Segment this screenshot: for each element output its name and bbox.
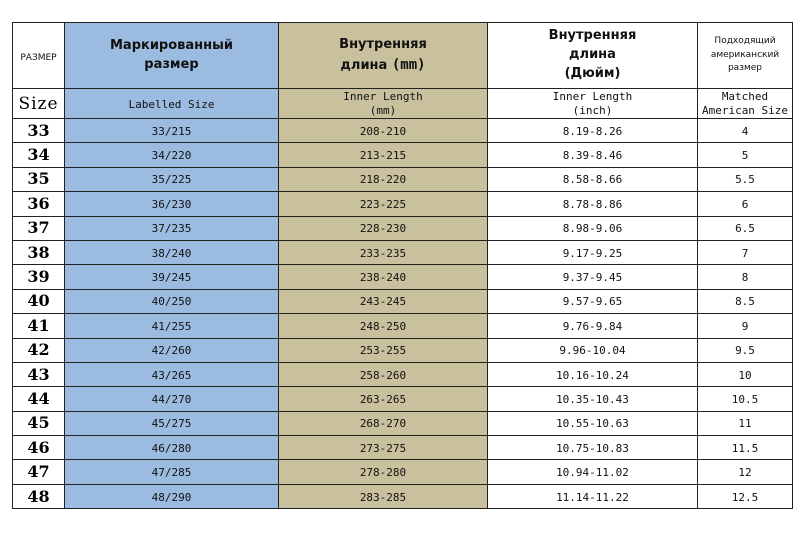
labelled-size-cell-text: 38/240	[151, 246, 192, 260]
table-row	[13, 411, 793, 435]
labelled-size-cell	[65, 289, 279, 313]
header-labelled-en	[65, 89, 279, 119]
labelled-size-cell-text: 36/230	[151, 197, 192, 211]
us-size-cell-text: 12.5	[731, 490, 759, 504]
labelled-size-cell	[65, 338, 279, 362]
inner-length-mm-cell-text: 253-255	[359, 344, 407, 358]
table-row	[13, 216, 793, 240]
size-cell-text: 39	[27, 267, 50, 287]
size-cell	[13, 265, 65, 289]
us-size-cell	[698, 240, 793, 264]
header-inner-inch-ru-line2: длина	[569, 47, 616, 63]
inner-length-inch-cell	[488, 411, 698, 435]
inner-length-inch-cell	[488, 460, 698, 484]
inner-length-inch-cell	[488, 143, 698, 167]
header-matched-ru-line1: Подходящий	[714, 36, 776, 47]
labelled-size-cell-text: 44/270	[151, 392, 192, 406]
size-cell	[13, 436, 65, 460]
size-cell-text: 34	[27, 145, 50, 165]
table-row	[13, 314, 793, 338]
inner-length-inch-cell	[488, 265, 698, 289]
inner-length-mm-cell	[279, 387, 488, 411]
size-cell-text: 48	[27, 486, 50, 506]
inner-length-inch-cell-text: 8.58-8.66	[562, 173, 623, 187]
inner-length-inch-cell-text: 8.98-9.06	[562, 222, 623, 236]
inner-length-mm-cell	[279, 411, 488, 435]
inner-length-inch-cell	[488, 484, 698, 508]
header-size-ru	[13, 23, 65, 89]
inner-length-inch-cell	[488, 119, 698, 143]
inner-length-mm-cell-text: 238-240	[359, 271, 407, 285]
table-row	[13, 387, 793, 411]
us-size-cell	[698, 338, 793, 362]
header-inner-mm-ru-line1: Внутренняя	[339, 36, 427, 52]
header-inner-inch-en	[488, 89, 698, 119]
us-size-cell	[698, 143, 793, 167]
size-cell-text: 46	[27, 437, 50, 457]
table-row	[13, 192, 793, 216]
labelled-size-cell-text: 46/280	[151, 441, 192, 455]
inner-length-inch-cell-text: 9.96-10.04	[559, 344, 626, 358]
size-cell	[13, 167, 65, 191]
inner-length-inch-cell	[488, 387, 698, 411]
labelled-size-cell	[65, 216, 279, 240]
size-cell-text: 45	[27, 413, 50, 433]
inner-length-mm-cell-text: 243-245	[359, 295, 407, 309]
inner-length-inch-cell	[488, 289, 698, 313]
inner-length-inch-cell	[488, 362, 698, 386]
inner-length-mm-cell	[279, 119, 488, 143]
inner-length-mm-cell	[279, 216, 488, 240]
us-size-cell-text: 9.5	[735, 344, 755, 358]
us-size-cell-text: 11.5	[731, 441, 759, 455]
size-cell-text: 33	[27, 120, 50, 140]
size-cell-text: 41	[27, 315, 50, 335]
size-cell-text: 42	[27, 340, 50, 360]
size-cell	[13, 387, 65, 411]
table-row	[13, 289, 793, 313]
labelled-size-cell	[65, 167, 279, 191]
inner-length-inch-cell-text: 9.17-9.25	[562, 246, 623, 260]
table-row	[13, 338, 793, 362]
size-cell-text: 35	[27, 169, 50, 189]
us-size-cell	[698, 460, 793, 484]
inner-length-mm-cell	[279, 338, 488, 362]
header-matched-ru	[698, 23, 793, 89]
header-labelled-ru-line2: размер	[144, 56, 199, 72]
inner-length-mm-cell-text: 213-215	[359, 149, 407, 163]
header-inner-mm-en-line1: Inner Length	[343, 89, 423, 103]
size-cell	[13, 192, 65, 216]
size-cell	[13, 362, 65, 386]
inner-length-mm-cell	[279, 192, 488, 216]
size-cell	[13, 143, 65, 167]
labelled-size-cell-text: 45/275	[151, 417, 192, 431]
inner-length-inch-cell-text: 8.78-8.86	[562, 197, 623, 211]
size-cell	[13, 484, 65, 508]
size-cell	[13, 460, 65, 484]
us-size-cell	[698, 484, 793, 508]
inner-length-mm-cell	[279, 167, 488, 191]
inner-length-inch-cell-text: 10.75-10.83	[556, 441, 629, 455]
inner-length-inch-cell	[488, 240, 698, 264]
header-matched-en-line1: Matched	[721, 89, 769, 103]
inner-length-mm-cell	[279, 436, 488, 460]
labelled-size-cell	[65, 362, 279, 386]
us-size-cell-text: 7	[741, 246, 749, 260]
header-inner-inch-en-line2: (inch)	[572, 103, 613, 117]
us-size-cell	[698, 387, 793, 411]
header-matched-en	[698, 89, 793, 119]
labelled-size-cell	[65, 192, 279, 216]
table-row	[13, 436, 793, 460]
header-labelled-ru	[65, 23, 279, 89]
inner-length-mm-cell-text: 208-210	[359, 124, 407, 138]
header-inner-mm-ru	[279, 23, 488, 89]
inner-length-inch-cell	[488, 167, 698, 191]
inner-length-inch-cell	[488, 216, 698, 240]
inner-length-mm-cell	[279, 143, 488, 167]
size-cell-text: 37	[27, 218, 50, 238]
inner-length-inch-cell	[488, 436, 698, 460]
size-cell	[13, 338, 65, 362]
size-cell-text: 47	[27, 462, 50, 482]
inner-length-mm-cell-text: 278-280	[359, 466, 407, 480]
inner-length-inch-cell-text: 10.16-10.24	[556, 368, 629, 382]
us-size-cell-text: 8	[741, 271, 749, 285]
size-cell-text: 43	[27, 364, 50, 384]
labelled-size-cell-text: 39/245	[151, 271, 192, 285]
us-size-cell	[698, 119, 793, 143]
labelled-size-cell-text: 43/265	[151, 368, 192, 382]
table-row	[13, 167, 793, 191]
us-size-cell-text: 5	[741, 149, 749, 163]
header-inner-mm-en-line2: (mm)	[369, 103, 397, 117]
inner-length-inch-cell	[488, 338, 698, 362]
inner-length-mm-cell-text: 268-270	[359, 417, 407, 431]
inner-length-mm-cell	[279, 314, 488, 338]
inner-length-mm-cell-text: 283-285	[359, 490, 407, 504]
table-row	[13, 240, 793, 264]
inner-length-inch-cell-text: 8.39-8.46	[562, 149, 623, 163]
size-cell	[13, 411, 65, 435]
inner-length-inch-cell-text: 10.94-11.02	[556, 466, 629, 480]
inner-length-inch-cell-text: 9.37-9.45	[562, 271, 623, 285]
inner-length-inch-cell-text: 10.35-10.43	[556, 392, 629, 406]
us-size-cell	[698, 411, 793, 435]
size-cell-text: 38	[27, 242, 50, 262]
inner-length-mm-cell-text: 228-230	[359, 222, 407, 236]
us-size-cell	[698, 167, 793, 191]
size-cell	[13, 314, 65, 338]
header-inner-inch-en-line1: Inner Length	[552, 89, 633, 103]
header-inner-mm-ru-unit: (mm)	[391, 56, 426, 73]
us-size-cell-text: 6	[741, 197, 749, 211]
us-size-cell-text: 10.5	[731, 392, 759, 406]
inner-length-mm-cell-text: 248-250	[359, 319, 407, 333]
us-size-cell	[698, 289, 793, 313]
size-cell-text: 40	[27, 291, 50, 311]
labelled-size-cell	[65, 387, 279, 411]
labelled-size-cell	[65, 265, 279, 289]
labelled-size-cell	[65, 143, 279, 167]
table-row	[13, 265, 793, 289]
labelled-size-cell-text: 40/250	[151, 295, 192, 309]
inner-length-mm-cell	[279, 460, 488, 484]
header-inner-inch-ru-line1: Внутренняя	[548, 28, 637, 44]
table-row	[13, 119, 793, 143]
us-size-cell-text: 8.5	[735, 295, 755, 309]
inner-length-mm-cell	[279, 362, 488, 386]
labelled-size-cell-text: 48/290	[151, 490, 192, 504]
labelled-size-cell-text: 42/260	[151, 344, 192, 358]
inner-length-mm-cell	[279, 265, 488, 289]
labelled-size-cell-text: 34/220	[151, 149, 192, 163]
inner-length-mm-cell	[279, 484, 488, 508]
us-size-cell-text: 10	[738, 368, 752, 382]
size-cell-text: 36	[27, 193, 50, 213]
size-cell	[13, 119, 65, 143]
us-size-cell-text: 6.5	[735, 222, 755, 236]
labelled-size-cell-text: 47/285	[151, 466, 192, 480]
inner-length-mm-cell-text: 263-265	[359, 392, 407, 406]
header-inner-mm-en	[279, 89, 488, 119]
inner-length-inch-cell	[488, 192, 698, 216]
header-matched-en-line2: American Size	[701, 103, 789, 117]
us-size-cell-text: 9	[741, 319, 749, 333]
header-size-en	[13, 89, 65, 119]
inner-length-mm-cell	[279, 289, 488, 313]
table-row	[13, 484, 793, 508]
labelled-size-cell-text: 41/255	[151, 319, 192, 333]
header-matched-ru-line2: американский	[710, 49, 780, 60]
inner-length-mm-cell-text: 218-220	[359, 173, 407, 187]
us-size-cell-text: 5.5	[735, 173, 755, 187]
labelled-size-cell	[65, 240, 279, 264]
inner-length-mm-cell-text: 273-275	[359, 441, 407, 455]
inner-length-mm-cell	[279, 240, 488, 264]
size-cell-text: 44	[27, 388, 50, 408]
us-size-cell	[698, 362, 793, 386]
inner-length-inch-cell-text: 10.55-10.63	[556, 417, 629, 431]
inner-length-mm-cell-text: 233-235	[359, 246, 407, 260]
us-size-cell-text: 12	[738, 466, 752, 480]
header-row-english	[13, 89, 793, 119]
us-size-cell	[698, 265, 793, 289]
us-size-cell	[698, 192, 793, 216]
header-inner-mm-ru-line2: длина	[340, 57, 388, 73]
table-row	[13, 362, 793, 386]
labelled-size-cell	[65, 314, 279, 338]
inner-length-inch-cell-text: 8.19-8.26	[562, 124, 623, 138]
labelled-size-cell-text: 35/225	[151, 173, 192, 187]
header-row-russian	[13, 23, 793, 89]
header-size-en-label: Size	[18, 93, 59, 114]
labelled-size-cell	[65, 411, 279, 435]
header-inner-inch-ru	[488, 23, 698, 89]
labelled-size-cell-text: 33/215	[151, 124, 192, 138]
labelled-size-cell	[65, 460, 279, 484]
table-row	[13, 143, 793, 167]
labelled-size-cell	[65, 119, 279, 143]
size-cell	[13, 216, 65, 240]
inner-length-inch-cell-text: 9.76-9.84	[562, 319, 623, 333]
inner-length-inch-cell	[488, 314, 698, 338]
size-chart-table	[12, 22, 793, 509]
us-size-cell	[698, 436, 793, 460]
header-matched-ru-line3: размер	[727, 63, 763, 74]
header-labelled-ru-line1: Маркированный	[109, 37, 233, 53]
us-size-cell	[698, 314, 793, 338]
header-inner-inch-ru-line3: (Дюйм)	[564, 65, 621, 81]
table-row	[13, 460, 793, 484]
header-labelled-en-label: Labelled Size	[128, 97, 215, 111]
header-size-ru-label: РАЗМЕР	[20, 52, 57, 63]
inner-length-mm-cell-text: 258-260	[359, 368, 407, 382]
size-cell	[13, 240, 65, 264]
labelled-size-cell	[65, 484, 279, 508]
labelled-size-cell-text: 37/235	[151, 222, 192, 236]
us-size-cell-text: 11	[738, 417, 752, 431]
us-size-cell-text: 4	[741, 124, 749, 138]
inner-length-inch-cell-text: 9.57-9.65	[562, 295, 623, 309]
inner-length-mm-cell-text: 223-225	[359, 197, 407, 211]
us-size-cell	[698, 216, 793, 240]
labelled-size-cell	[65, 436, 279, 460]
size-cell	[13, 289, 65, 313]
inner-length-inch-cell-text: 11.14-11.22	[556, 490, 629, 504]
